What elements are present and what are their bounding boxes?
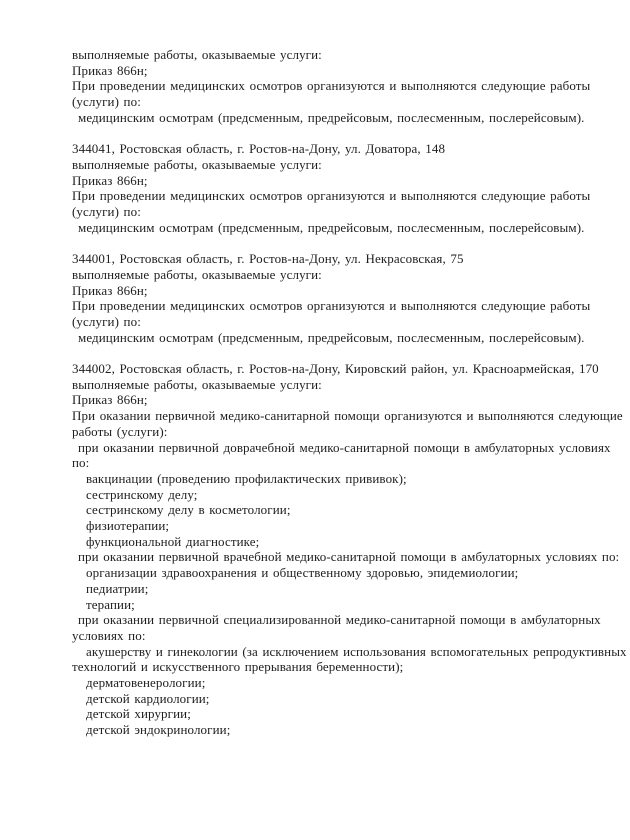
text-line: Приказ 866н; bbox=[72, 62, 148, 78]
address-block-344041 bbox=[72, 141, 600, 235]
text-line: детской хирургии; bbox=[86, 706, 191, 722]
text-line: детской эндокринологии; bbox=[86, 722, 231, 738]
text-line: вакцинации (проведению профилактических прививок); bbox=[86, 470, 407, 486]
text-line: условиях по: bbox=[72, 627, 146, 643]
text-line: выполняемые работы, оказываемые услуги: bbox=[72, 266, 322, 282]
text-line: при оказании первичной специализированной медико-санитарной помощи в амбулаторных bbox=[78, 612, 601, 628]
text-line: по: bbox=[72, 455, 90, 471]
services-block-continued bbox=[72, 47, 600, 126]
text-line: акушерству и гинекологии (за исключением использования вспомогательных репродуктивных bbox=[86, 643, 627, 659]
text-line: терапии; bbox=[86, 596, 135, 612]
text-line: педиатрии; bbox=[86, 580, 149, 596]
text-line: детской кардиологии; bbox=[86, 690, 210, 706]
text-line: сестринскому делу; bbox=[86, 486, 198, 502]
text-line: организации здравоохранения и общественному здоровью, эпидемиологии; bbox=[86, 565, 519, 581]
text-line: При оказании первичной медико-санитарной помощи организуются и выполняются следующие bbox=[72, 408, 623, 424]
text-line: дерматовенерологии; bbox=[86, 675, 206, 691]
text-line: при оказании первичной врачебной медико-санитарной помощи в амбулаторных условиях по: bbox=[78, 549, 620, 565]
text-line: медицинским осмотрам (предсменным, предрейсовым, послесменным, послерейсовым). bbox=[78, 329, 585, 345]
address-block-344001 bbox=[72, 251, 600, 345]
text-line: При проведении медицинских осмотров организуются и выполняются следующие работы bbox=[72, 298, 591, 314]
text-line: Приказ 866н; bbox=[72, 282, 148, 298]
text-line: (услуги) по: bbox=[72, 204, 141, 220]
text-line: функциональной диагностике; bbox=[86, 533, 260, 549]
text-line: 344002, Ростовская область, г. Ростов-на-Дону, Кировский район, ул. Красноармейская, 170 bbox=[72, 361, 599, 377]
document-body bbox=[72, 47, 627, 738]
text-line: сестринскому делу в косметологии; bbox=[86, 502, 291, 518]
text-line: при оказании первичной доврачебной медико-санитарной помощи в амбулаторных условиях bbox=[78, 439, 611, 455]
text-line: медицинским осмотрам (предсменным, предрейсовым, послесменным, послерейсовым). bbox=[78, 109, 585, 125]
text-line: выполняемые работы, оказываемые услуги: bbox=[72, 47, 322, 62]
text-line: выполняемые работы, оказываемые услуги: bbox=[72, 376, 322, 392]
text-line: (услуги) по: bbox=[72, 313, 141, 329]
address-block-344002 bbox=[72, 361, 627, 738]
text-line: физиотерапии; bbox=[86, 518, 170, 534]
text-line: 344001, Ростовская область, г. Ростов-на-Дону, ул. Некрасовская, 75 bbox=[72, 251, 464, 267]
text-line: 344041, Ростовская область, г. Ростов-на-Дону, ул. Доватора, 148 bbox=[72, 141, 446, 157]
text-line: выполняемые работы, оказываемые услуги: bbox=[72, 156, 322, 172]
text-line: технологий и искусственного прерывания беременности); bbox=[72, 659, 404, 675]
text-line: работы (услуги): bbox=[72, 423, 168, 439]
text-line: (услуги) по: bbox=[72, 94, 141, 110]
text-line: медицинским осмотрам (предсменным, предрейсовым, послесменным, послерейсовым). bbox=[78, 219, 585, 235]
text-line: Приказ 866н; bbox=[72, 392, 148, 408]
text-line: При проведении медицинских осмотров организуются и выполняются следующие работы bbox=[72, 188, 591, 204]
text-line: При проведении медицинских осмотров организуются и выполняются следующие работы bbox=[72, 78, 591, 94]
text-line: Приказ 866н; bbox=[72, 172, 148, 188]
